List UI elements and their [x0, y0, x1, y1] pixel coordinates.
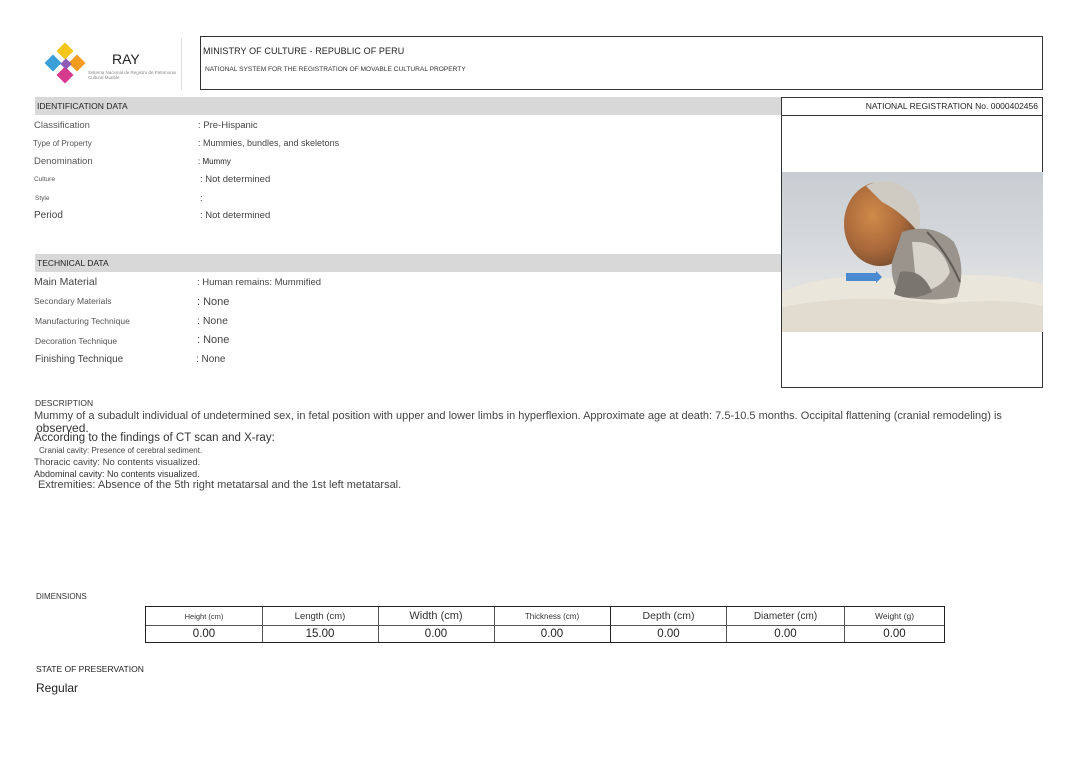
field-label-finishing-technique: Finishing Technique: [35, 354, 124, 365]
dim-value-height: 0.00: [192, 627, 216, 640]
logo-title: RAY: [112, 51, 140, 67]
description-line-2: observed.: [36, 421, 89, 435]
field-label-manufacturing-technique: Manufacturing Technique: [35, 316, 130, 326]
dim-value-width: 0.00: [424, 627, 448, 640]
field-value-manufacturing-technique: : None: [197, 315, 228, 327]
logo-subtitle: Sistema Nacional de Registro de Patrimonio Cultural Mueble: [88, 70, 177, 80]
field-label-main-material: Main Material: [34, 276, 98, 288]
description-line-3: According to the findings of CT scan and X-ray:: [34, 432, 275, 444]
ministry-header-box: [200, 36, 1043, 90]
dim-column-depth: [610, 607, 727, 642]
field-value-period: : Not determined: [200, 210, 271, 221]
logo-divider: [181, 38, 182, 90]
field-label-type-of-property: Type of Property: [33, 139, 92, 148]
preservation-label: STATE OF PRESERVATION: [36, 664, 144, 674]
mummy-photo: [782, 172, 1043, 332]
dim-column-height: [146, 607, 263, 642]
dim-header-diameter: Diameter (cm): [727, 607, 844, 626]
description-line-1: Mummy of a subadult individual of undetermined sex, in fetal position with upper and lower limbs in hyperflexion. Approximate age at death: 7.5-10.5 months. Occipital flattening (cranial remodeling) is: [34, 410, 1002, 422]
field-value-culture: : Not determined: [200, 174, 271, 185]
dim-column-thickness: [494, 607, 611, 642]
dim-header-thickness: Thickness (cm): [494, 607, 610, 626]
field-label-culture: Culture: [34, 176, 55, 183]
dim-header-height: Height (cm): [146, 607, 262, 626]
field-label-classification: Classification: [34, 120, 90, 131]
identification-section-bar: [35, 97, 781, 115]
dim-value-weight: 0.00: [883, 627, 906, 640]
field-label-decoration-technique: Decoration Technique: [35, 336, 118, 346]
description-line-6: Abdominal cavity: No contents visualized.: [34, 469, 200, 479]
ministry-subtitle: NATIONAL SYSTEM FOR THE REGISTRATION OF MOVABLE CULTURAL PROPERTY: [205, 66, 466, 73]
registration-number: NATIONAL REGISTRATION No. 0000402456: [865, 101, 1038, 111]
dim-header-width: Width (cm): [378, 607, 494, 626]
technical-section-bar: [35, 254, 781, 272]
description-line-5: Thoracic cavity: No contents visualized.: [34, 457, 201, 468]
field-value-secondary-materials: : None: [197, 296, 230, 308]
identification-section-title: IDENTIFICATION DATA: [37, 101, 128, 111]
dim-header-weight: Weight (g): [845, 607, 944, 626]
field-value-decoration-technique: : None: [197, 334, 230, 346]
field-value-finishing-technique: : None: [196, 354, 226, 365]
dim-value-diameter: 0.00: [774, 627, 797, 640]
description-line-7: Extremities: Absence of the 5th right metatarsal and the 1st left metatarsal.: [38, 479, 402, 491]
technical-section-title: TECHNICAL DATA: [37, 258, 109, 268]
ministry-title: MINISTRY OF CULTURE - REPUBLIC OF PERU: [203, 46, 405, 56]
dim-value-depth: 0.00: [657, 627, 680, 640]
field-value-style: :: [200, 193, 203, 204]
dim-header-depth: Depth (cm): [611, 607, 726, 626]
dim-value-thickness: 0.00: [540, 627, 564, 640]
dimensions-table: [145, 606, 945, 643]
preservation-value: Regular: [36, 681, 79, 695]
dim-header-length: Length (cm): [262, 607, 378, 626]
field-label-secondary-materials: Secondary Materials: [34, 296, 112, 306]
field-value-type-of-property: : Mummies, bundles, and skeletons: [198, 138, 340, 148]
dim-value-length: 15.00: [305, 627, 335, 640]
description-label: DESCRIPTION: [35, 398, 94, 408]
dim-column-width: [378, 607, 495, 642]
field-value-main-material: : Human remains: Mummified: [197, 277, 322, 288]
dimensions-label: DIMENSIONS: [36, 592, 87, 601]
description-line-4: Cranial cavity: Presence of cerebral sediment.: [39, 446, 203, 455]
field-value-classification: : Pre-Hispanic: [198, 120, 258, 131]
field-label-denomination: Denomination: [34, 156, 93, 167]
dim-column-length: [262, 607, 379, 642]
dim-column-weight: [845, 607, 944, 642]
dim-column-diameter: [727, 607, 845, 642]
field-value-denomination: : Mummy: [198, 157, 231, 166]
field-label-period: Period: [34, 210, 63, 221]
field-label-style: Style: [35, 195, 50, 202]
